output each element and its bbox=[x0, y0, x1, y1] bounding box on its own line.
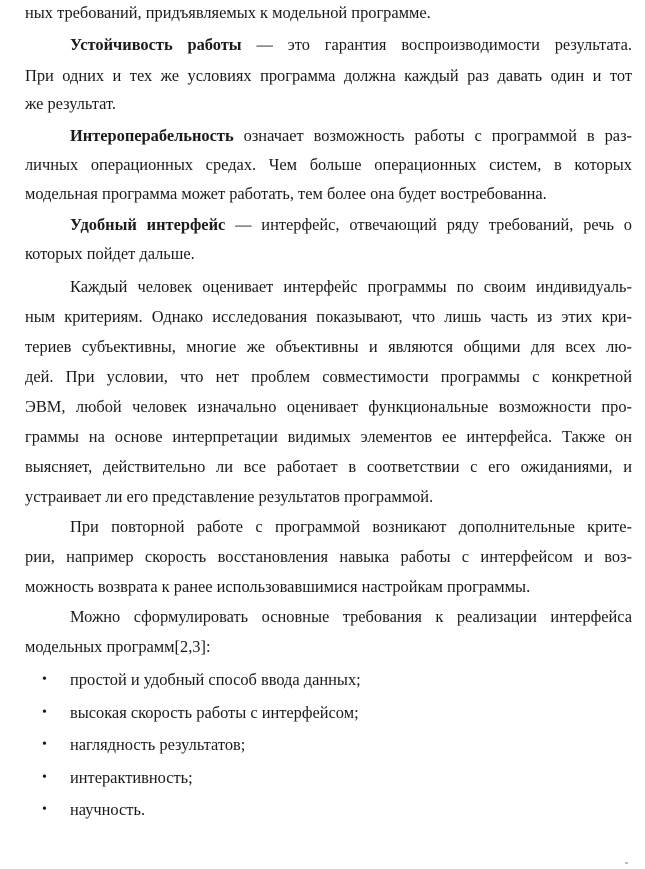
term-interface: Удобный интерфейс bbox=[70, 215, 226, 234]
bullet-icon: • bbox=[42, 770, 47, 785]
text-line-13: дей. При условии, что нет проблем совместимости программы с конкретной bbox=[25, 367, 632, 386]
text-line-16: выясняет, действительно ли все работает в соответствии с его ожиданиями, и bbox=[25, 457, 632, 476]
text-line-22: модельных программ[2,3]: bbox=[25, 637, 211, 656]
text-line-10: Каждый человек оценивает интерфейс программы по своим индивидуаль- bbox=[70, 277, 632, 296]
text-line-19: рии, например скорость восстановления навыка работы с интерфейсом и воз- bbox=[25, 547, 632, 566]
text-line-15: граммы на основе интерпретации видимых элементов ее интерфейса. Также он bbox=[25, 427, 632, 446]
term-stability: Устойчивость работы bbox=[70, 35, 242, 54]
bullet-icon: • bbox=[42, 672, 47, 687]
text-line-1: ных требований, придъявляемых к модельной программе. bbox=[25, 3, 431, 22]
text-line-14: ЭВМ, любой человек изначально оценивает функциональные возможности про- bbox=[25, 397, 632, 416]
text-line-7: модельная программа может работать, тем более она будет востребованна. bbox=[25, 184, 547, 203]
text-line-20: можность возврата к ранее использовавшимися настройкам программы. bbox=[25, 577, 531, 596]
text-line-21: Можно сформулировать основные требования к реализации интерфейса bbox=[70, 607, 632, 626]
scan-artifact bbox=[625, 862, 628, 864]
text-line-4: же результат. bbox=[25, 94, 117, 113]
document-page: ных требований, придъявляемых к модельной программе. Устойчивость работы — это гарантия воспроизводимости результата. При одних и тех же условиях программа должна каждый раз давать один и тот же результат. Интероперабельность означает возможность работы с программой в раз- личных операционных средах. Чем больше операционных систем, в которых модельная программа может работать, тем более она будет востребованна. Удобный интерфейс — интерфейс, отвечающий ряду требований, речь о которых пойдет дальше. Каждый человек оценивает интерфейс программы по своим индивидуаль- ным критериям. Однако исследования показывают, что лишь часть из этих кри- териев субъективны, многие же объективны и являются общими для всех лю- дей. При условии, что нет проблем совместимости программы с конкретной ЭВМ, любой человек изначально оценивает функциональные возможности про- граммы на основе интерпретации видимых элементов ее интерфейса. Также он выясняет, действительно ли все работает в соответствии с его ожиданиями, и устраивает ли его представление результатов программой. При повторной работе с программой возникают дополнительные крите- рии, например скорость восстановления навыка работы с интерфейсом и воз- можность возврата к ранее использовавшимися настройкам программы. Можно сформулировать основные требования к реализации интерфейса модельных программ[2,3]: • простой и удобный способ ввода данных; • высокая скорость работы с интерфейсом; • наглядность результатов; • интерактивность; • научность. bbox=[0, 0, 645, 869]
text-line-17: устраивает ли его представление результатов программой. bbox=[25, 487, 434, 506]
text-line-6: личных операционных средах. Чем больше операционных систем, в которых bbox=[25, 155, 632, 174]
text-line-9: которых пойдет дальше. bbox=[25, 244, 195, 263]
text-line-18: При повторной работе с программой возникают дополнительные крите- bbox=[70, 517, 632, 536]
text-line-5: Интероперабельность означает возможность работы с программой в раз- bbox=[70, 126, 632, 145]
text-line-3: При одних и тех же условиях программа должна каждый раз давать один и тот bbox=[25, 66, 632, 85]
text-line-2: Устойчивость работы — это гарантия воспроизводимости результата. bbox=[70, 35, 632, 54]
term-interoperability: Интероперабельность bbox=[70, 126, 234, 145]
text-line-12: териев субъективны, многие же объективны и являются общими для всех лю- bbox=[25, 337, 632, 356]
text-line-11: ным критериям. Однако исследования показывают, что лишь часть из этих кри- bbox=[25, 307, 632, 326]
text-line-8: Удобный интерфейс — интерфейс, отвечающий ряду требований, речь о bbox=[70, 215, 632, 234]
bullet-icon: • bbox=[42, 802, 47, 817]
bullet-icon: • bbox=[42, 705, 47, 720]
bullet-icon: • bbox=[42, 737, 47, 752]
